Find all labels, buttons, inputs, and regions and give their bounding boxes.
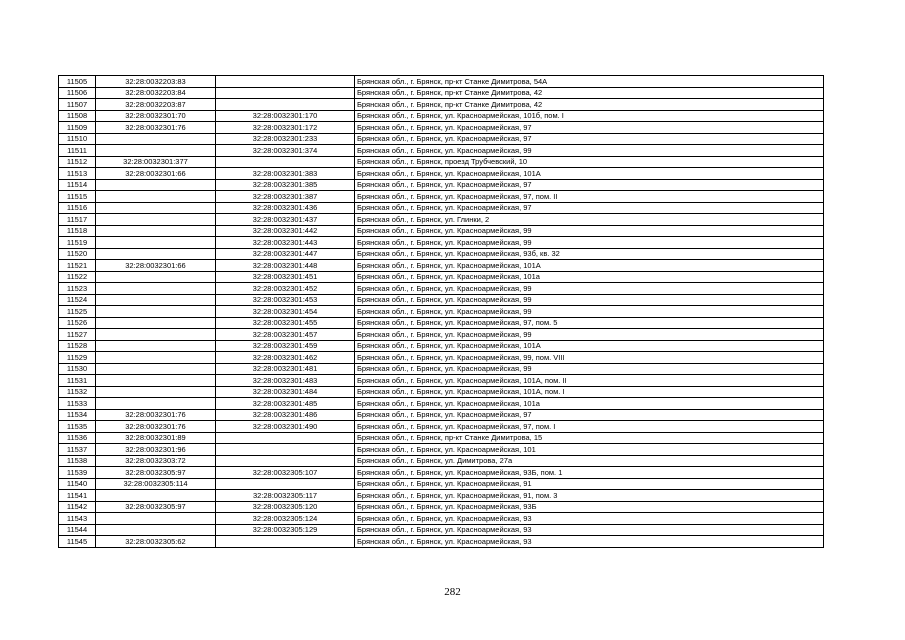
table-row <box>59 202 824 214</box>
parcel-number-cell <box>96 398 216 410</box>
building-number-cell: 32:28:0032301:448 <box>216 260 355 272</box>
table-row <box>59 110 824 122</box>
table-row <box>59 237 824 249</box>
building-number-cell: 32:28:0032301:486 <box>216 409 355 421</box>
address-cell: Брянская обл., г. Брянск, ул. Красноармейская, 101А <box>355 340 824 352</box>
table-row <box>59 317 824 329</box>
building-number-cell <box>216 76 355 88</box>
building-number-cell <box>216 432 355 444</box>
table-row <box>59 375 824 387</box>
address-cell: Брянская обл., г. Брянск, ул. Красноармейская, 93Б, пом. 1 <box>355 467 824 479</box>
address-cell: Брянская обл., г. Брянск, ул. Красноармейская, 97 <box>355 179 824 191</box>
row-number-cell: 11508 <box>59 110 96 122</box>
address-cell: Брянская обл., г. Брянск, ул. Красноармейская, 101А <box>355 260 824 272</box>
row-number-cell: 11505 <box>59 76 96 88</box>
table-row <box>59 432 824 444</box>
row-number-cell: 11533 <box>59 398 96 410</box>
address-cell: Брянская обл., г. Брянск, пр-кт Станке Димитрова, 54А <box>355 76 824 88</box>
parcel-number-cell: 32:28:0032305:62 <box>96 536 216 548</box>
row-number-cell: 11526 <box>59 317 96 329</box>
table-row <box>59 536 824 548</box>
parcel-number-cell <box>96 283 216 295</box>
row-number-cell: 11513 <box>59 168 96 180</box>
parcel-number-cell <box>96 237 216 249</box>
building-number-cell <box>216 536 355 548</box>
building-number-cell: 32:28:0032301:457 <box>216 329 355 341</box>
address-cell: Брянская обл., г. Брянск, ул. Красноармейская, 91, пом. 3 <box>355 490 824 502</box>
address-cell: Брянская обл., г. Брянск, ул. Красноармейская, 101А <box>355 168 824 180</box>
address-cell: Брянская обл., г. Брянск, ул. Красноармейская, 97, пом. 5 <box>355 317 824 329</box>
parcel-number-cell <box>96 513 216 525</box>
parcel-number-cell <box>96 191 216 203</box>
row-number-cell: 11524 <box>59 294 96 306</box>
table-row <box>59 76 824 88</box>
table-row <box>59 168 824 180</box>
table-row <box>59 501 824 513</box>
address-cell: Брянская обл., г. Брянск, пр-кт Станке Димитрова, 42 <box>355 99 824 111</box>
address-cell: Брянская обл., г. Брянск, ул. Красноармейская, 99 <box>355 237 824 249</box>
address-cell: Брянская обл., г. Брянск, ул. Красноармейская, 93 <box>355 524 824 536</box>
row-number-cell: 11532 <box>59 386 96 398</box>
table-row <box>59 444 824 456</box>
row-number-cell: 11535 <box>59 421 96 433</box>
table-row <box>59 398 824 410</box>
address-cell: Брянская обл., г. Брянск, ул. Красноармейская, 101б, пом. I <box>355 110 824 122</box>
parcel-number-cell: 32:28:0032303:72 <box>96 455 216 467</box>
row-number-cell: 11514 <box>59 179 96 191</box>
building-number-cell <box>216 455 355 467</box>
row-number-cell: 11506 <box>59 87 96 99</box>
parcel-number-cell: 32:28:0032203:83 <box>96 76 216 88</box>
parcel-number-cell: 32:28:0032301:76 <box>96 122 216 134</box>
table-row <box>59 455 824 467</box>
parcel-number-cell <box>96 375 216 387</box>
building-number-cell: 32:28:0032301:455 <box>216 317 355 329</box>
address-cell: Брянская обл., г. Брянск, ул. Красноармейская, 93 <box>355 513 824 525</box>
building-number-cell: 32:28:0032301:462 <box>216 352 355 364</box>
address-cell: Брянская обл., г. Брянск, ул. Красноармейская, 97 <box>355 122 824 134</box>
address-cell: Брянская обл., г. Брянск, ул. Красноармейская, 101а <box>355 398 824 410</box>
row-number-cell: 11523 <box>59 283 96 295</box>
address-cell: Брянская обл., г. Брянск, ул. Красноармейская, 97, пом. I <box>355 421 824 433</box>
parcel-number-cell: 32:28:0032301:70 <box>96 110 216 122</box>
building-number-cell: 32:28:0032305:129 <box>216 524 355 536</box>
table-row <box>59 283 824 295</box>
address-cell: Брянская обл., г. Брянск, проезд Трубчевский, 10 <box>355 156 824 168</box>
table-row <box>59 386 824 398</box>
parcel-number-cell <box>96 294 216 306</box>
table-row <box>59 363 824 375</box>
row-number-cell: 11537 <box>59 444 96 456</box>
parcel-number-cell <box>96 306 216 318</box>
building-number-cell: 32:28:0032301:481 <box>216 363 355 375</box>
table-row <box>59 99 824 111</box>
table-body <box>59 76 824 548</box>
parcel-number-cell <box>96 179 216 191</box>
row-number-cell: 11522 <box>59 271 96 283</box>
address-cell: Брянская обл., г. Брянск, ул. Красноармейская, 101А, пом. II <box>355 375 824 387</box>
address-cell: Брянская обл., г. Брянск, ул. Красноармейская, 99 <box>355 294 824 306</box>
row-number-cell: 11536 <box>59 432 96 444</box>
table-row <box>59 478 824 490</box>
address-cell: Брянская обл., г. Брянск, ул. Красноармейская, 101а <box>355 271 824 283</box>
building-number-cell: 32:28:0032301:233 <box>216 133 355 145</box>
row-number-cell: 11512 <box>59 156 96 168</box>
building-number-cell: 32:28:0032301:383 <box>216 168 355 180</box>
building-number-cell: 32:28:0032301:453 <box>216 294 355 306</box>
row-number-cell: 11540 <box>59 478 96 490</box>
parcel-number-cell: 32:28:0032301:96 <box>96 444 216 456</box>
address-cell: Брянская обл., г. Брянск, ул. Красноармейская, 99 <box>355 225 824 237</box>
table-row <box>59 294 824 306</box>
building-number-cell: 32:28:0032301:172 <box>216 122 355 134</box>
building-number-cell: 32:28:0032305:124 <box>216 513 355 525</box>
building-number-cell: 32:28:0032305:107 <box>216 467 355 479</box>
building-number-cell: 32:28:0032301:374 <box>216 145 355 157</box>
building-number-cell: 32:28:0032301:447 <box>216 248 355 260</box>
row-number-cell: 11521 <box>59 260 96 272</box>
building-number-cell: 32:28:0032301:484 <box>216 386 355 398</box>
row-number-cell: 11544 <box>59 524 96 536</box>
row-number-cell: 11531 <box>59 375 96 387</box>
row-number-cell: 11507 <box>59 99 96 111</box>
building-number-cell: 32:28:0032301:483 <box>216 375 355 387</box>
row-number-cell: 11539 <box>59 467 96 479</box>
row-number-cell: 11538 <box>59 455 96 467</box>
parcel-number-cell <box>96 317 216 329</box>
table-row <box>59 145 824 157</box>
table-row <box>59 260 824 272</box>
table-row <box>59 340 824 352</box>
parcel-number-cell <box>96 386 216 398</box>
address-cell: Брянская обл., г. Брянск, ул. Димитрова, 27а <box>355 455 824 467</box>
building-number-cell: 32:28:0032301:442 <box>216 225 355 237</box>
table-row <box>59 513 824 525</box>
address-cell: Брянская обл., г. Брянск, ул. Красноармейская, 101 <box>355 444 824 456</box>
building-number-cell: 32:28:0032301:452 <box>216 283 355 295</box>
row-number-cell: 11530 <box>59 363 96 375</box>
row-number-cell: 11527 <box>59 329 96 341</box>
row-number-cell: 11543 <box>59 513 96 525</box>
table-row <box>59 352 824 364</box>
address-cell: Брянская обл., г. Брянск, ул. Красноармейская, 93 <box>355 536 824 548</box>
parcel-number-cell <box>96 490 216 502</box>
building-number-cell: 32:28:0032301:170 <box>216 110 355 122</box>
address-cell: Брянская обл., г. Брянск, ул. Красноармейская, 91 <box>355 478 824 490</box>
address-cell: Брянская обл., г. Брянск, пр-кт Станке Димитрова, 42 <box>355 87 824 99</box>
building-number-cell: 32:28:0032301:459 <box>216 340 355 352</box>
building-number-cell: 32:28:0032301:454 <box>216 306 355 318</box>
parcel-number-cell: 32:28:0032305:97 <box>96 467 216 479</box>
building-number-cell <box>216 99 355 111</box>
parcel-number-cell <box>96 214 216 226</box>
parcel-number-cell: 32:28:0032305:114 <box>96 478 216 490</box>
table-row <box>59 214 824 226</box>
building-number-cell: 32:28:0032301:485 <box>216 398 355 410</box>
table-row <box>59 524 824 536</box>
address-cell: Брянская обл., г. Брянск, ул. Красноармейская, 99 <box>355 306 824 318</box>
parcel-number-cell <box>96 340 216 352</box>
row-number-cell: 11516 <box>59 202 96 214</box>
table-row <box>59 306 824 318</box>
address-cell: Брянская обл., г. Брянск, ул. Красноармейская, 99 <box>355 329 824 341</box>
address-cell: Брянская обл., г. Брянск, пр-кт Станке Димитрова, 15 <box>355 432 824 444</box>
parcel-number-cell: 32:28:0032305:97 <box>96 501 216 513</box>
page-number: 282 <box>444 586 461 598</box>
parcel-number-cell: 32:28:0032301:89 <box>96 432 216 444</box>
building-number-cell <box>216 444 355 456</box>
parcel-number-cell <box>96 524 216 536</box>
address-cell: Брянская обл., г. Брянск, ул. Красноармейская, 99 <box>355 283 824 295</box>
row-number-cell: 11541 <box>59 490 96 502</box>
row-number-cell: 11509 <box>59 122 96 134</box>
table-row <box>59 133 824 145</box>
building-number-cell: 32:28:0032301:385 <box>216 179 355 191</box>
row-number-cell: 11518 <box>59 225 96 237</box>
parcel-number-cell <box>96 145 216 157</box>
row-number-cell: 11515 <box>59 191 96 203</box>
row-number-cell: 11542 <box>59 501 96 513</box>
table-row <box>59 329 824 341</box>
building-number-cell: 32:28:0032301:443 <box>216 237 355 249</box>
table-row <box>59 271 824 283</box>
parcel-number-cell <box>96 363 216 375</box>
table-row <box>59 191 824 203</box>
table-row <box>59 421 824 433</box>
row-number-cell: 11529 <box>59 352 96 364</box>
row-number-cell: 11520 <box>59 248 96 260</box>
address-cell: Брянская обл., г. Брянск, ул. Красноармейская, 97 <box>355 409 824 421</box>
address-cell: Брянская обл., г. Брянск, ул. Красноармейская, 97 <box>355 133 824 145</box>
building-number-cell: 32:28:0032301:451 <box>216 271 355 283</box>
building-number-cell <box>216 87 355 99</box>
parcel-number-cell <box>96 329 216 341</box>
parcel-number-cell <box>96 271 216 283</box>
building-number-cell: 32:28:0032301:490 <box>216 421 355 433</box>
table-row <box>59 409 824 421</box>
row-number-cell: 11525 <box>59 306 96 318</box>
row-number-cell: 11545 <box>59 536 96 548</box>
parcel-number-cell <box>96 248 216 260</box>
parcel-number-cell: 32:28:0032203:87 <box>96 99 216 111</box>
address-cell: Брянская обл., г. Брянск, ул. Красноармейская, 97 <box>355 202 824 214</box>
table-row <box>59 490 824 502</box>
building-number-cell: 32:28:0032301:387 <box>216 191 355 203</box>
address-cell: Брянская обл., г. Брянск, ул. Красноармейская, 99, пом. VIII <box>355 352 824 364</box>
table-row <box>59 156 824 168</box>
table-row <box>59 225 824 237</box>
parcel-number-cell: 32:28:0032301:377 <box>96 156 216 168</box>
building-number-cell <box>216 478 355 490</box>
row-number-cell: 11510 <box>59 133 96 145</box>
building-number-cell: 32:28:0032305:117 <box>216 490 355 502</box>
building-number-cell <box>216 156 355 168</box>
row-number-cell: 11534 <box>59 409 96 421</box>
table-row <box>59 87 824 99</box>
building-number-cell: 32:28:0032301:436 <box>216 202 355 214</box>
address-cell: Брянская обл., г. Брянск, ул. Красноармейская, 97, пом. II <box>355 191 824 203</box>
row-number-cell: 11528 <box>59 340 96 352</box>
parcel-number-cell: 32:28:0032203:84 <box>96 87 216 99</box>
table-row <box>59 467 824 479</box>
row-number-cell: 11511 <box>59 145 96 157</box>
address-cell: Брянская обл., г. Брянск, ул. Красноармейская, 93б, кв. 32 <box>355 248 824 260</box>
row-number-cell: 11519 <box>59 237 96 249</box>
address-cell: Брянская обл., г. Брянск, ул. Красноармейская, 99 <box>355 363 824 375</box>
parcel-number-cell <box>96 202 216 214</box>
address-cell: Брянская обл., г. Брянск, ул. Глинки, 2 <box>355 214 824 226</box>
parcel-number-cell <box>96 133 216 145</box>
table-row <box>59 248 824 260</box>
parcel-number-cell: 32:28:0032301:76 <box>96 421 216 433</box>
building-number-cell: 32:28:0032301:437 <box>216 214 355 226</box>
table-row <box>59 122 824 134</box>
table-row <box>59 179 824 191</box>
cadastral-table <box>58 75 824 548</box>
parcel-number-cell <box>96 352 216 364</box>
address-cell: Брянская обл., г. Брянск, ул. Красноармейская, 99 <box>355 145 824 157</box>
address-cell: Брянская обл., г. Брянск, ул. Красноармейская, 93Б <box>355 501 824 513</box>
parcel-number-cell: 32:28:0032301:76 <box>96 409 216 421</box>
building-number-cell: 32:28:0032305:120 <box>216 501 355 513</box>
parcel-number-cell: 32:28:0032301:66 <box>96 260 216 272</box>
row-number-cell: 11517 <box>59 214 96 226</box>
parcel-number-cell <box>96 225 216 237</box>
address-cell: Брянская обл., г. Брянск, ул. Красноармейская, 101А, пом. I <box>355 386 824 398</box>
parcel-number-cell: 32:28:0032301:66 <box>96 168 216 180</box>
